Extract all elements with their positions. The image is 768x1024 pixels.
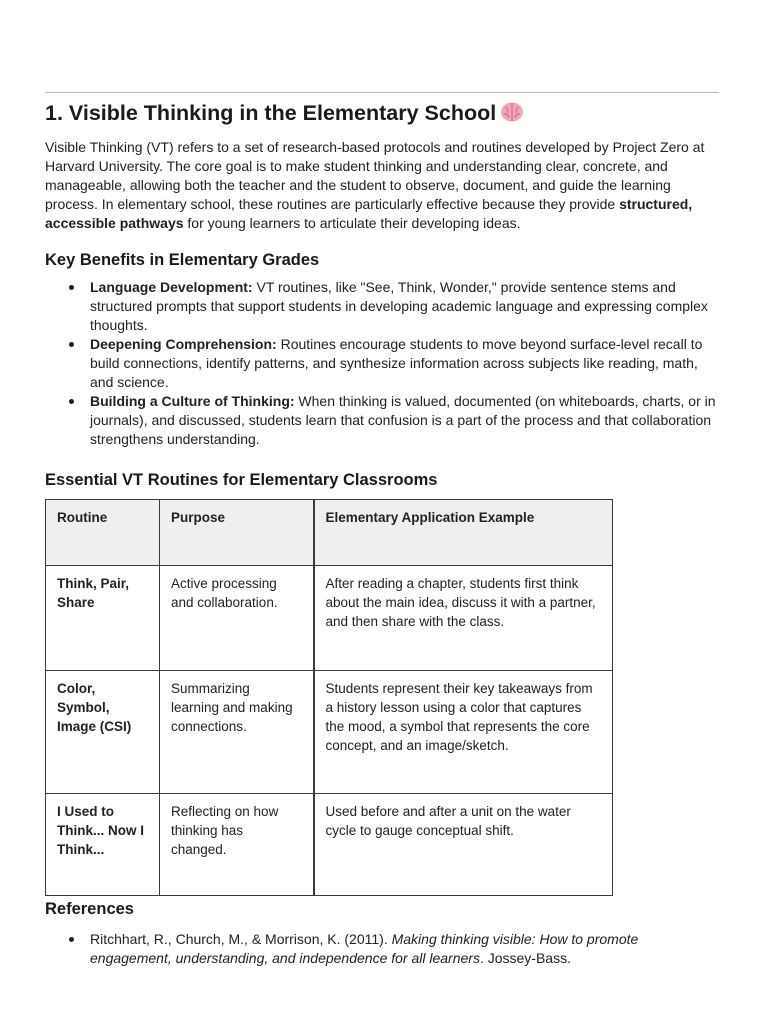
reference-item: Ritchhart, R., Church, M., & Morrison, K. (2011). Making thinking visible: How to promote engagement, understanding, and independence for all learners. Jossey-Bass.	[45, 930, 721, 968]
table-row	[46, 566, 613, 671]
list-item: Building a Culture of Thinking: When thinking is valued, documented (on whiteboards, charts, or in journals), and discussed, students learn that confusion is a part of the process and that collaboration strengthens understanding.	[45, 392, 721, 449]
routine-cell: Think, Pair, Share	[46, 566, 160, 671]
column-header-purpose: Purpose	[160, 500, 314, 566]
intro-paragraph: Visible Thinking (VT) refers to a set of research-based protocols and routines developed by Project Zero at Harvard University. The core goal is to make student thinking and understanding clear, concrete, and manageable, allowing both the teacher and the student to observe, document, and guide the learning process. In elementary school, these routines are particularly effective because they provide structured, accessible pathways for young learners to articulate their developing ideas.	[45, 139, 705, 231]
example-cell: After reading a chapter, students first think about the main idea, discuss it with a partner, and then share with the class.	[314, 566, 613, 671]
purpose-cell: Active processing and collaboration.	[160, 566, 314, 671]
table-row	[46, 671, 613, 794]
references-list	[45, 930, 721, 968]
document-body	[45, 98, 721, 968]
routine-cell: Color, Symbol, Image (CSI)	[46, 671, 160, 794]
routines-heading: Essential VT Routines for Elementary Classrooms	[45, 471, 438, 489]
list-item: Language Development: VT routines, like "See, Think, Wonder," provide sentence stems and structured prompts that support students in developing academic language and expressing complex thoughts.	[45, 278, 721, 335]
purpose-cell: Reflecting on how thinking has changed.	[160, 794, 314, 896]
column-header-routine: Routine	[46, 500, 160, 566]
horizontal-rule	[45, 92, 719, 93]
table-header-row	[46, 500, 613, 566]
table-row	[46, 794, 613, 896]
column-header-example: Elementary Application Example	[314, 500, 613, 566]
references-heading: References	[45, 900, 134, 918]
brain-emoji-icon	[500, 101, 524, 131]
list-item: Deepening Comprehension: Routines encourage students to move beyond surface-level recall to build connections, identify patterns, and synthesize information across subjects like reading, math, and science.	[45, 335, 721, 392]
example-cell: Used before and after a unit on the water cycle to gauge conceptual shift.	[314, 794, 613, 896]
page-title: 1. Visible Thinking in the Elementary School	[45, 98, 721, 131]
benefits-list	[45, 278, 721, 449]
routine-cell: I Used to Think... Now I Think...	[46, 794, 160, 896]
purpose-cell: Summarizing learning and making connections.	[160, 671, 314, 794]
example-cell: Students represent their key takeaways from a history lesson using a color that captures the mood, a symbol that represents the core concept, and an image/sketch.	[314, 671, 613, 794]
benefits-heading: Key Benefits in Elementary Grades	[45, 251, 320, 269]
routines-table	[45, 499, 613, 896]
